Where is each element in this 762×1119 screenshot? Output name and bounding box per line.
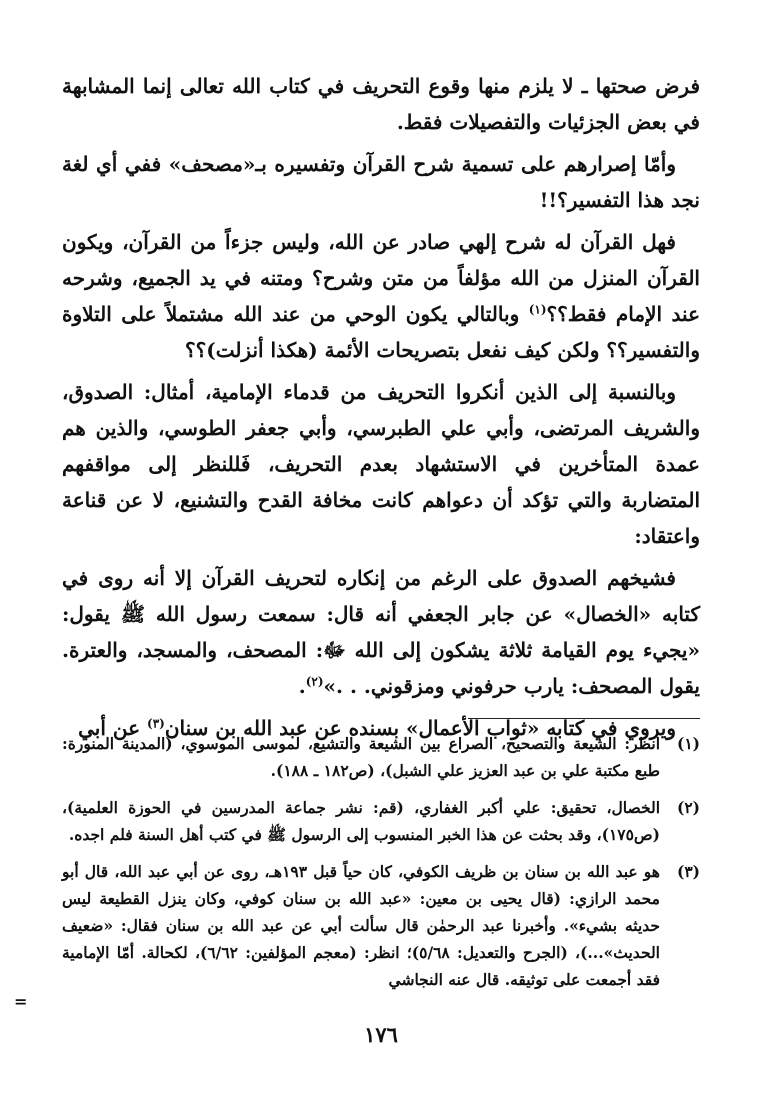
- page-number: ١٧٦: [364, 1022, 398, 1047]
- footnote-2: [62, 794, 700, 848]
- footnotes: [62, 730, 700, 1003]
- paragraph-2: وأمّا إصرارهم على تسمية شرح القرآن وتفسيره بـ«مصحف» ففي أي لغة نجد هذا التفسير؟!!: [62, 152, 700, 212]
- paragraph-5-text: فشيخهم الصدوق على الرغم من إنكاره لتحريف القرآن إلا أنه روى في كتابه «الخصال» عن جابر الجعفي أنه قال: سمعت رسول الله ﷺ يقول: «يجيء يوم القيامة ثلاثة يشكون إلى الله ﷻ: المصحف، والمسجد، والعترة. يقول المصحف: يارب حرفوني ومزقوني. . .»: [62, 566, 700, 698]
- footnote-number: (١): [676, 734, 700, 753]
- footnote-ref-3: (٣): [147, 716, 165, 731]
- footnote-3: [62, 858, 700, 993]
- paragraph-5: [62, 560, 700, 704]
- footnote-ref-1: (١): [528, 302, 547, 317]
- main-text: [62, 68, 700, 752]
- paragraph-3-text: فهل القرآن له شرح إلهي صادر عن الله، وليس جزءاً من القرآن، ويكون القرآن المنزل من الله مؤلفاً من متن وشرح؟ ومتنه في يد الجميع، وشرحه عند الإمام فقط؟؟: [62, 230, 701, 326]
- footnote-number: (٢): [676, 798, 700, 817]
- footnote-text: الخصال، تحقيق: علي أكبر الغفاري، (قم: نشر جماعة المدرسين في الحوزة العلمية)، (ص١٧٥)، وقد بحثت عن هذا الخبر المنسوب إلى الرسول ﷺ في كتب أهل السنة فلم اجده.: [62, 798, 660, 844]
- footnote-text: هو عبد الله بن سنان بن ظريف الكوفي، كان حياً قبل ١٩٣هـ، روى عن أبي عبد الله، قال أبو محمد الرازي: (قال يحيى بن معين: «عبد الله بن سنان كوفي، وكان ينزل القطيعة ليس حديثه بشيء». وأخبرنا عبد الرحمٰن قال سألت أبي عن عبد الله بن سنان فقال: «ضعيف الحديث»...)، (الجرح والتعديل: ٥/٦٨)؛ انظر: (معجم المؤلفين: ٦/٦٢)، لكحالة. أمّا الإمامية فقد أجمعت على توثيقه. قال عنه النجاشي: [62, 862, 660, 989]
- paragraph-6-text: ويروي في كتابه «ثواب الأعمال» بسنده عن عبد الله بن سنان: [164, 716, 676, 740]
- paragraph-4: وبالنسبة إلى الذين أنكروا التحريف من قدماء الإمامية، أمثال: الصدوق، والشريف المرتضى، وأبي علي الطبرسي، وأبي جعفر الطوسي، والذين هم عمدة المتأخرين في الاستشهاد بعدم التحريف، فَللنظر إلى مواقفهم المتضاربة والتي تؤكد أن دعواهم كانت مخافة القدح والتشنيع، لا عن قناعة واعتقاد:: [62, 380, 700, 548]
- paragraph-6-end: عن أبي: [78, 716, 148, 740]
- footnote-text: انظر: الشيعة والتصحيح، الصراع بين الشيعة والتشيع، لموسى الموسوي، (المدينة المنورة: طبع مكتبة علي بن عبد العزيز علي الشبل)، (ص١٨٢ ـ ١٨٨).: [62, 734, 660, 780]
- footnote-1: [62, 730, 700, 784]
- footnote-number: (٣): [676, 862, 700, 881]
- paragraph-5-end: .: [298, 674, 306, 698]
- paragraph-1: فرض صحتها ـ لا يلزم منها وقوع التحريف في كتاب الله تعالى إنما المشابهة في بعض الجزئيات والتفصيلات فقط.: [62, 74, 700, 134]
- continuation-mark: =: [14, 992, 28, 1011]
- footnote-divider: [468, 718, 700, 719]
- footnote-ref-2: (٢): [305, 674, 324, 689]
- paragraph-3: [62, 224, 700, 368]
- paragraph-3-continued: وبالتالي يكون الوحي من عند الله مشتملاً على التلاوة والتفسير؟؟ ولكن كيف نفعل بتصريحات الأئمة (هكذا أنزلت)؟؟: [62, 302, 700, 362]
